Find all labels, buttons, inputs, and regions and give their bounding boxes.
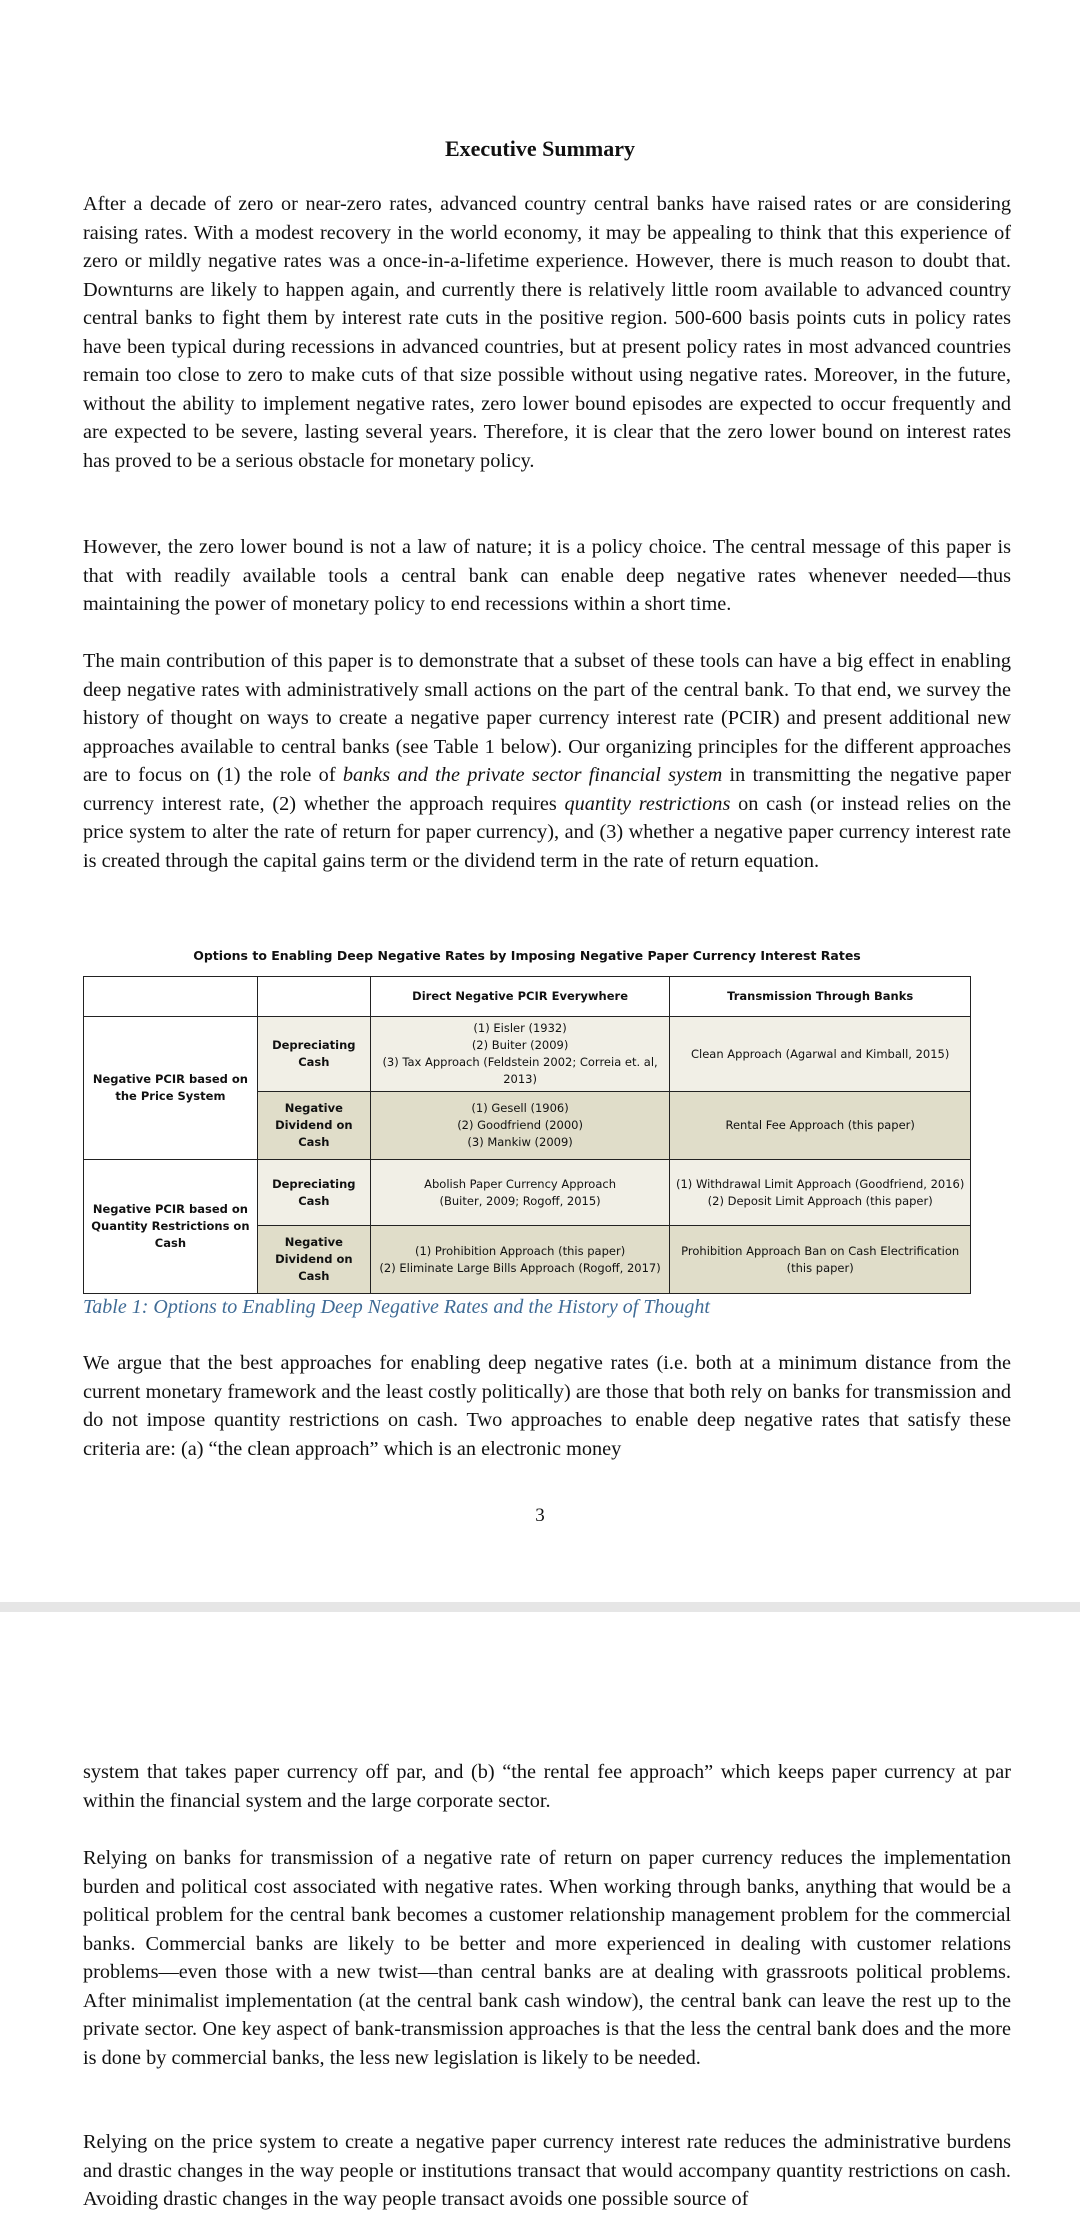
cell-line: (1) Prohibition Approach (this paper) xyxy=(414,1243,626,1258)
paragraph-2: However, the zero lower bound is not a law of nature; it is a policy choice. The central message of this paper is that with readily available tools a central bank can enable deep negative rates whenever needed—thus maintaining the power of monetary policy to end recessions within a short time. xyxy=(83,536,1011,615)
paragraph-3-italic-b: banks and the private sector financial system xyxy=(342,764,723,786)
paragraph-3 xyxy=(83,647,1011,875)
table-cell xyxy=(670,1226,971,1294)
table-cell xyxy=(670,1092,971,1160)
cell-line: Clean Approach (Agarwal and Kimball, 2015) xyxy=(691,1046,950,1061)
cell-line: Rental Fee Approach (this paper) xyxy=(725,1118,915,1132)
table-corner-cell xyxy=(257,977,370,1017)
options-table xyxy=(83,976,971,1294)
table-title: Options to Enabling Deep Negative Rates by Imposing Negative Paper Currency Interest Rates xyxy=(193,948,861,963)
col-header-direct: Direct Negative PCIR Everywhere xyxy=(370,977,670,1017)
table-corner-cell xyxy=(84,977,258,1017)
table-row xyxy=(84,1017,971,1092)
cell-line: (2) Goodfriend (2000) xyxy=(457,1118,583,1132)
table-cell xyxy=(370,1226,670,1294)
cell-line: (3) Tax Approach (Feldstein 2002; Correia et. al, 2013) xyxy=(382,1055,658,1086)
section-title: Executive Summary xyxy=(444,136,636,161)
page-number: 3 xyxy=(535,1505,545,1526)
page-separator xyxy=(0,1602,1080,1612)
cell-line: (1) Eisler (1932) xyxy=(473,1021,567,1035)
table-row xyxy=(84,1160,971,1226)
cell-line: (2) Buiter (2009) xyxy=(471,1038,569,1052)
row-label: Negative Dividend on Cash xyxy=(257,1092,370,1160)
cell-line: Abolish Paper Currency Approach xyxy=(424,1176,616,1191)
paragraph-3-text-e: on cash (or instead relies on the price system to alter the rate of return for paper currency), and (3) whether a negative paper currency interest rate is created through the capital gains term or the dividend term in the rate of return equation. xyxy=(83,792,1012,872)
cell-line: (2) Eliminate Large Bills Approach (Rogoff, 2017) xyxy=(379,1260,661,1275)
cell-line: (2) Deposit Limit Approach (this paper) xyxy=(707,1193,933,1208)
paragraph-6: Relying on banks for transmission of a negative rate of return on paper currency reduces the implementation burden and political cost associated with negative rates. When working through banks, anything that would be a political problem for the central bank becomes a customer relationship management problem for the commercial banks. Commercial banks are likely to be better and more experienced in dealing with customer relations problems—even those with a new twist—than central banks are at dealing with grassroots political problems. After minimalist implementation (at the central bank cash window), the central bank can leave the rest up to the private sector. One key aspect of bank-transmission approaches is that the less the central bank does and the more is done by commercial banks, the less new legislation is likely to be needed. xyxy=(83,1847,1011,2069)
group-label-price-system: Negative PCIR based on the Price System xyxy=(84,1017,258,1160)
table-cell xyxy=(670,1017,971,1092)
col-header-banks: Transmission Through Banks xyxy=(670,977,971,1017)
paragraph-5: system that takes paper currency off par, and (b) “the rental fee approach” which keeps paper currency at par within the financial system and the large corporate sector. xyxy=(83,1761,1011,1812)
cell-line: (1) Withdrawal Limit Approach (Goodfriend, 2016) xyxy=(676,1176,965,1191)
table-cell xyxy=(370,1092,670,1160)
table-header-row xyxy=(84,977,971,1017)
group-label-quantity-restrictions: Negative PCIR based on Quantity Restrictions on Cash xyxy=(84,1160,258,1294)
cell-line: (Buiter, 2009; Rogoff, 2015) xyxy=(439,1193,601,1208)
paragraph-4: We argue that the best approaches for enabling deep negative rates (i.e. both at a minimum distance from the current monetary framework and the least costly politically) are those that both rely on banks for transmission and do not impose quantity restrictions on cash. Two approaches to enable deep negative rates that satisfy these criteria are: (a) “the clean approach” which is an electronic money xyxy=(83,1352,1011,1460)
table-cell xyxy=(670,1160,971,1226)
cell-line: (3) Mankiw (2009) xyxy=(467,1135,573,1149)
row-label: Depreciating Cash xyxy=(257,1160,370,1226)
row-label: Depreciating Cash xyxy=(257,1017,370,1092)
table-caption: Table 1: Options to Enabling Deep Negative Rates and the History of Thought xyxy=(83,1296,710,1318)
page-2 xyxy=(0,1612,1080,2220)
paragraph-1: After a decade of zero or near-zero rates, advanced country central banks have raised rates or are considering raising rates. With a modest recovery in the world economy, it may be appealing to think that this experience of zero or mildly negative rates was a once-in-a-lifetime experience. However, there is much reason to doubt that. Downturns are likely to happen again, and currently there is relatively little room available to advanced country central banks to fight them by interest rate cuts in the positive region. 500-600 basis points cuts in policy rates have been typical during recessions in advanced countries, but at present policy rates in most advanced countries remain too close to zero to make cuts of that size possible without using negative rates. Moreover, in the future, without the ability to implement negative rates, zero lower bound episodes are expected to occur frequently and are expected to be severe, lasting several years. Therefore, it is clear that the zero lower bound on interest rates has proved to be a serious obstacle for monetary policy. xyxy=(83,193,1011,472)
paragraph-3-text-a: The main contribution of this paper is to demonstrate that a subset of these tools can have a big effect in enabling deep negative rates with administratively small actions on the part of the central bank. To that end, we survey the history of thought on ways to create a negative paper currency interest rate (PCIR) and present additional new approaches available to central banks (see Table 1 below). Our organizing principles for the different approaches are to focus on (1) the role of xyxy=(83,650,1011,786)
paragraph-3-text-c: in transmitting the negative paper currency interest rate, (2) whether the approach requires xyxy=(83,764,1011,815)
table-cell xyxy=(370,1017,670,1092)
paragraph-7: Relying on the price system to create a negative paper currency interest rate reduces the administrative burdens and drastic changes in the way people or institutions transact that would accompany quantity restrictions on cash. Avoiding drastic changes in the way people transact avoids one possible source of xyxy=(83,2131,1011,2210)
cell-line: (this paper) xyxy=(786,1260,854,1275)
table-cell xyxy=(370,1160,670,1226)
cell-line: Prohibition Approach Ban on Cash Electrification xyxy=(681,1243,960,1258)
paragraph-3-italic-d: quantity restrictions xyxy=(564,792,731,815)
cell-line: (1) Gesell (1906) xyxy=(471,1101,569,1115)
row-label: Negative Dividend on Cash xyxy=(257,1226,370,1294)
